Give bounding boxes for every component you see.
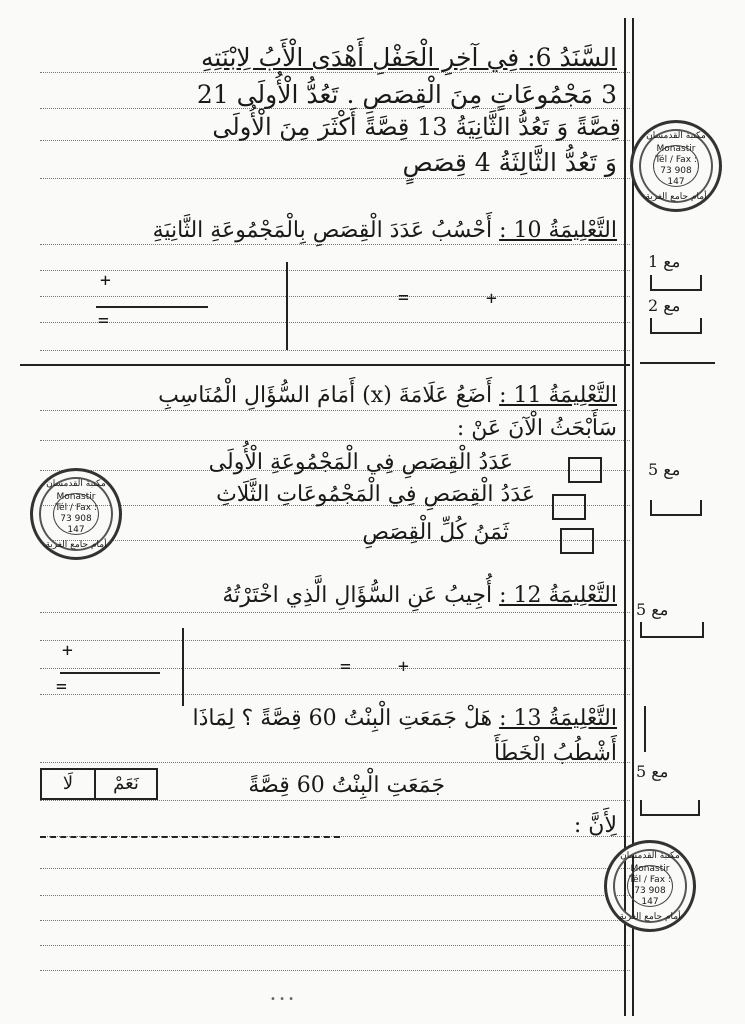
stamp-name: مكتبة القدمسان — [646, 131, 706, 141]
stamp-2-city: Monastir — [56, 492, 96, 503]
margin-divider — [640, 362, 715, 364]
stamp-3-bottom: أمام جامع الغربة — [619, 912, 681, 922]
q13-answer-line — [40, 836, 340, 838]
q13-score-box[interactable] — [640, 800, 700, 816]
bookshop-stamp-3 — [604, 840, 696, 932]
q13-heading: التَّعْلِيمَةُ 13 : هَلْ جَمَعَتِ الْبِنْتُ 60 قِصَّةً ؟ لِمَاذَا — [192, 706, 617, 731]
q12-divider-stroke — [182, 628, 184, 706]
q10-eq-plus: + — [486, 288, 497, 309]
q13-criterion-mark: مع 5 — [636, 762, 669, 781]
problem-line-2: 3 مَجْمُوعَاتٍ مِنَ الْقِصَصِ . تَعُدُّ الْأُولَى 21 — [196, 80, 617, 109]
problem-line-4: وَ تَعُدُّ الثَّالِثَةُ 4 قِصَصٍ — [402, 148, 617, 177]
bookshop-stamp — [630, 120, 722, 212]
q12-eq-plus: + — [398, 656, 409, 677]
q11-criterion-mark: مع 5 — [648, 460, 681, 479]
q10-heading: التَّعْلِيمَةُ 10 : أَحْسُبُ عَدَدَ الْقِصَصِ بِالْمَجْمُوعَةِ الثَّانِيَةِ — [152, 218, 617, 243]
q10-criterion-mark-2: مع 2 — [648, 296, 681, 315]
q11-subheading: سَأَبْحَثُ الْآنَ عَنْ : — [456, 416, 617, 441]
q11-option-3-text: ثَمَنُ كُلِّ الْقِصَصِ — [362, 520, 509, 545]
q12-calc-bar — [60, 672, 160, 674]
q12-calc-equals: = — [56, 676, 67, 697]
q11-option-3-checkbox[interactable] — [560, 528, 594, 554]
q13-margin-stroke — [644, 706, 646, 752]
q11-option-2-checkbox[interactable] — [552, 494, 586, 520]
q13-subheading: أَشْطُبُ الْخَطَأَ — [494, 741, 617, 766]
q10-calc-plus: + — [100, 270, 111, 291]
q12-calc-plus: + — [62, 640, 73, 661]
q13-choice-yes[interactable]: نَعَمْ — [94, 768, 158, 800]
q12-eq-equals: = — [340, 656, 351, 677]
stamp-2-bottom: أمام جامع الغربة — [45, 540, 107, 550]
q10-score-box-2[interactable] — [650, 318, 702, 334]
q10-calc-bar — [96, 306, 208, 308]
q12-heading: التَّعْلِيمَةُ 12 : أُجِيبُ عَنِ السُّؤَالِ الَّذِي اخْتَرْتُهُ — [222, 583, 617, 608]
stamp-3-name: مكتبة القدمسان — [620, 851, 680, 861]
stamp-2-number: 73 908 147 — [60, 514, 92, 535]
q13-choice-no[interactable]: لَا — [40, 768, 96, 800]
stamp-2-tel: Tél / Fax : — [55, 503, 97, 514]
q11-heading: التَّعْلِيمَةُ 11 : أَضَعُ عَلَامَةَ (x) أَمَامَ السُّؤَالِ الْمُنَاسِبِ — [158, 383, 617, 408]
stamp-city: Monastir — [656, 144, 696, 155]
stamp-3-number: 73 908 147 — [634, 886, 666, 907]
q10-criterion-mark: مع 1 — [648, 252, 681, 271]
q11-option-1-text: عَدَدُ الْقِصَصِ فِي الْمَجْمُوعَةِ الْأُولَى — [208, 450, 513, 475]
q10-score-box[interactable] — [650, 275, 702, 291]
q10-eq-equals: = — [398, 287, 409, 308]
stamp-tel: Tél / Fax : — [655, 155, 697, 166]
stamp-3-city: Monastir — [630, 864, 670, 875]
stamp-bottom: أمام جامع الغربة — [645, 192, 707, 202]
stamp-number: 73 908 147 — [660, 166, 692, 187]
q11-option-2-text: عَدَدُ الْقِصَصِ فِي الْمَجْمُوعَاتِ الثَّلَاثِ — [216, 482, 535, 507]
q12-criterion-mark: مع 5 — [636, 600, 669, 619]
q13-statement: جَمَعَتِ الْبِنْتُ 60 قِصَّةً — [248, 773, 445, 798]
problem-line-1: السَّنَدُ 6: فِي آخِرِ الْحَفْلِ أَهْدَى الْأَبُ لِابْنَتِهِ — [200, 43, 617, 72]
stamp-2-name: مكتبة القدمسان — [46, 479, 106, 489]
q13-because: لِأَنَّ : — [573, 813, 617, 838]
q11-option-1-checkbox[interactable] — [568, 457, 602, 483]
q12-score-box[interactable] — [640, 622, 704, 638]
q10-calc-equals: = — [98, 310, 109, 331]
stamp-3-tel: Tél / Fax : — [629, 875, 671, 886]
footer-marks: • • • — [270, 994, 295, 1005]
section-divider — [20, 364, 630, 366]
q10-divider-stroke — [286, 262, 288, 350]
q11-score-box[interactable] — [650, 500, 702, 516]
bookshop-stamp-2 — [30, 468, 122, 560]
problem-line-3: قِصَّةً وَ تَعُدُّ الثَّانِيَةُ 13 قِصَّةً أَكْثَرَ مِنَ الْأُولَى — [212, 113, 621, 141]
